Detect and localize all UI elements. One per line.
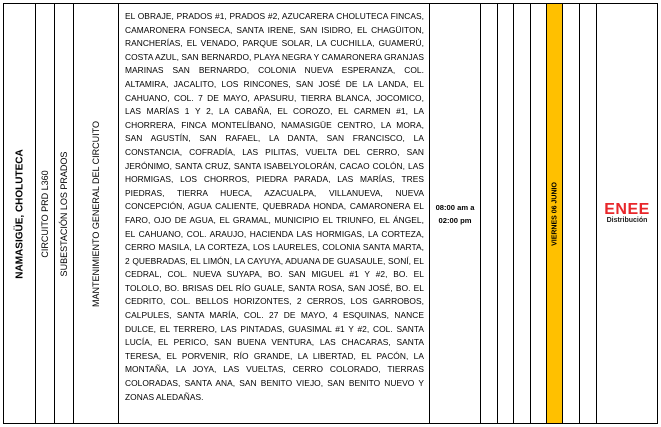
empty-cell-2 <box>497 3 514 424</box>
day-cell <box>546 3 563 424</box>
logo-word: ENEE <box>604 200 650 218</box>
time-end: 02:00 pm <box>438 215 472 225</box>
empty-cell-3 <box>513 3 531 424</box>
empty-cell-6 <box>579 3 597 424</box>
work-cell <box>73 3 119 424</box>
affected-areas-cell <box>118 3 430 424</box>
municipality-cell <box>3 3 36 424</box>
time-cell <box>429 3 481 424</box>
circuit-label: CIRCUITO PRD L360 <box>40 169 50 258</box>
municipality-label: NAMASIGÜE, CHOLUTECA <box>14 148 25 279</box>
substation-cell <box>54 3 74 424</box>
time-range <box>430 201 480 227</box>
enee-logo-icon <box>604 200 650 225</box>
work-label: MANTENIMIENTO GENERAL DEL CIRCUITO <box>91 120 101 307</box>
empty-cell-1 <box>480 3 498 424</box>
logo-cell <box>596 3 658 424</box>
day-label: VIERNES 06 JUNIO <box>551 181 558 246</box>
affected-areas-text: EL OBRAJE, PRADOS #1, PRADOS #2, AZUCARERA CHOLUTECA FINCAS, CAMARONERA FONSECA, SANTA IRENE, SAN ISIDRO, EL CHAGÜITON, RANCHERÍAS, EL VENADO, PARQUE SOLAR, LA CUCHILLA, GUAMERÚ, COSTA AZUL, SAN BERNARDO, PLAYA NEGRA Y CAMARONERA GRANJAS MARINAS SAN BERNARDO, COLONIA NUEVA ESPERANZA, COL. ALTAMIRA, JACALITO, LOS RINCONES, SAN JOSÉ DE LA LANDA, EL CAHUANO, COL. 7 DE MAYO, APASURU, TIERRA BLANCA, JOCOMICO, LAS MARÍAS 1 Y 2, LA CABAÑA, EL COROZO, EL CARMEN #1, LA CHORRERA, FINCA MONTELÍBANO, NAMASIGÜE CENTRO, LA MORA, SAN AGUSTÍN, SAN RAFAEL, LA DANTA, SAN FRANCISCO, LA CONSTANCIA, COFRADÍA, LAS PILITAS, VUELTA DEL CERRO, SAN JERÓNIMO, SANTA CRUZ, SANTA ISABELYOLORÁN, CACAO COLÓN, LAS HORMIGAS, LOS CHORROS, PIEDRA PARADA, LAS MARÍAS, TRES PIEDRAS, TIERRA HUECA, AZACUALPA, VILLANUEVA, NUEVA CONCEPCIÓN, AGUA CALIENTE, QUEBRADA HONDA, CAMARONERA EL FARO, OJO DE AGUA, EL GRAMAL, MUNICIPIO EL TRIUNFO, EL ÁNGEL, EL CAHUANO, COL. ARAUJO, HACIENDA LAS HORMIGAS, LA CORTEZA, CERRO MASILA, LA CORTEZA, LOS LAURELES, COLONIA SANTA MARTA, 2 QUEBRADAS, EL LIMÓN, LA CAYUYA, ADUANA DE GUASAULE, SONÍ, EL CEDRAL, COL. NUEVA SUYAPA, BO. SAN MIGUEL #1 Y #2, BO. EL TOLOLO, BO. BRISAS DEL RÍO GUALE, SANTA ROSA, SAN JOSÉ, BO. EL CEDRITO, COL. BELLOS HORIZONTES, 2 CERROS, LOS GARROBOS, CALPULES, SANTA MARÍA, COL. 27 DE MAYO, 4 ESQUINAS, NANCE DULCE, EL TERRERO, LAS PINTADAS, GUASIMAL #1 Y #2, COL. SANTA LUCÍA, EL PERICO, SAN BUENA VENTURA, LAS CHACARAS, SANTA TERESA, EL PORVENIR, RÍO GRANDE, LA LIBERTAD, EL PACÓN, LA MONTAÑA, LA JOYA, LAS VUELTAS, CERRO COLORADO, TIERRAS COLORADAS, SANTA ANA, SAN BENITO VIEJO, SAN BENITO NUEVO Y ZONAS ALEDAÑAS. <box>125 11 424 402</box>
empty-cell-4 <box>530 3 547 424</box>
substation-label: SUBESTACIÓN LOS PRADOS <box>59 151 69 276</box>
time-start: 08:00 am a <box>435 202 475 212</box>
circuit-cell <box>35 3 55 424</box>
logo-sub: Distribución <box>606 216 648 224</box>
empty-cell-5 <box>562 3 580 424</box>
